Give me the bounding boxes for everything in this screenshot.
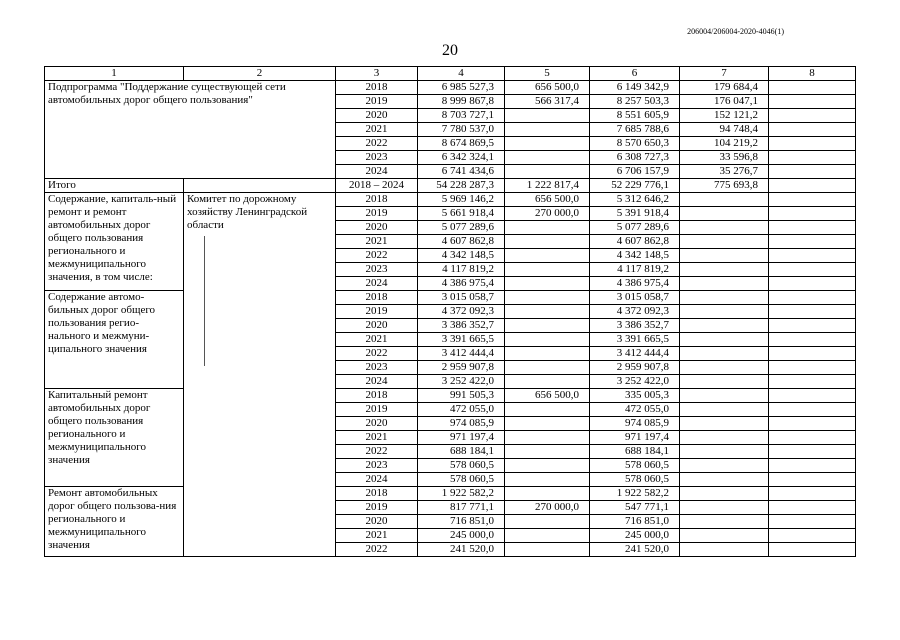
value-cell <box>505 291 590 305</box>
value-cell <box>505 473 590 487</box>
year-cell: 2023 <box>336 151 418 165</box>
value-cell: 971 197,4 <box>418 431 505 445</box>
year-cell: 2020 <box>336 109 418 123</box>
value-cell <box>769 543 856 557</box>
value-cell: 4 342 148,5 <box>418 249 505 263</box>
value-cell: 472 055,0 <box>418 403 505 417</box>
value-cell: 578 060,5 <box>418 473 505 487</box>
column-header: 7 <box>680 67 769 81</box>
value-cell: 54 228 287,3 <box>418 179 505 193</box>
value-cell: 1 222 817,4 <box>505 179 590 193</box>
value-cell <box>680 235 769 249</box>
value-cell <box>769 151 856 165</box>
year-cell: 2022 <box>336 445 418 459</box>
year-cell: 2020 <box>336 417 418 431</box>
value-cell <box>505 347 590 361</box>
value-cell: 335 005,3 <box>590 389 680 403</box>
value-cell <box>769 95 856 109</box>
value-cell <box>769 249 856 263</box>
value-cell <box>769 515 856 529</box>
value-cell <box>769 347 856 361</box>
year-cell: 2018 <box>336 193 418 207</box>
value-cell: 94 748,4 <box>680 123 769 137</box>
value-cell <box>505 375 590 389</box>
value-cell: 3 252 422,0 <box>418 375 505 389</box>
year-cell: 2024 <box>336 165 418 179</box>
value-cell: 8 570 650,3 <box>590 137 680 151</box>
value-cell: 991 505,3 <box>418 389 505 403</box>
value-cell: 974 085,9 <box>590 417 680 431</box>
value-cell: 6 342 324,1 <box>418 151 505 165</box>
year-cell: 2024 <box>336 473 418 487</box>
value-cell <box>505 305 590 319</box>
value-cell: 33 596,8 <box>680 151 769 165</box>
total-executor-cell <box>184 179 336 193</box>
budget-table-body <box>45 67 856 557</box>
value-cell <box>680 473 769 487</box>
value-cell <box>769 235 856 249</box>
value-cell: 4 342 148,5 <box>590 249 680 263</box>
value-cell: 578 060,5 <box>590 473 680 487</box>
value-cell: 6 308 727,3 <box>590 151 680 165</box>
value-cell <box>769 403 856 417</box>
value-cell: 656 500,0 <box>505 81 590 95</box>
value-cell <box>505 543 590 557</box>
executor-cell <box>184 193 336 557</box>
year-cell: 2018 <box>336 389 418 403</box>
value-cell <box>505 431 590 445</box>
year-cell: 2018 <box>336 291 418 305</box>
table-header-row <box>45 67 856 81</box>
value-cell: 1 922 582,2 <box>418 487 505 501</box>
value-cell <box>769 81 856 95</box>
year-cell: 2021 <box>336 529 418 543</box>
value-cell: 4 607 862,8 <box>590 235 680 249</box>
value-cell <box>680 193 769 207</box>
value-cell <box>505 403 590 417</box>
year-cell: 2021 <box>336 235 418 249</box>
value-cell <box>680 515 769 529</box>
value-cell <box>769 375 856 389</box>
value-cell <box>769 291 856 305</box>
value-cell: 4 372 092,3 <box>590 305 680 319</box>
value-cell: 4 386 975,4 <box>590 277 680 291</box>
value-cell <box>505 137 590 151</box>
value-cell: 4 117 819,2 <box>418 263 505 277</box>
value-cell <box>680 263 769 277</box>
year-cell: 2024 <box>336 375 418 389</box>
value-cell <box>680 403 769 417</box>
value-cell: 716 851,0 <box>418 515 505 529</box>
document-code: 206004/206004-2020-4046(1) <box>687 27 784 36</box>
value-cell <box>769 473 856 487</box>
value-cell <box>769 123 856 137</box>
value-cell <box>505 221 590 235</box>
subprogram-title: Подпрограмма "Поддержание существующей сети автомобильных дорог общего пользования" <box>45 81 336 179</box>
value-cell <box>769 137 856 151</box>
year-cell: 2021 <box>336 431 418 445</box>
value-cell <box>505 487 590 501</box>
value-cell: 8 703 727,1 <box>418 109 505 123</box>
value-cell: 578 060,5 <box>590 459 680 473</box>
year-cell: 2023 <box>336 459 418 473</box>
table-row <box>45 193 856 207</box>
value-cell <box>505 319 590 333</box>
value-cell <box>769 179 856 193</box>
value-cell <box>680 529 769 543</box>
value-cell: 245 000,0 <box>418 529 505 543</box>
value-cell: 241 520,0 <box>418 543 505 557</box>
value-cell <box>680 277 769 291</box>
value-cell: 578 060,5 <box>418 459 505 473</box>
value-cell <box>680 347 769 361</box>
value-cell: 179 684,4 <box>680 81 769 95</box>
value-cell <box>680 501 769 515</box>
value-cell: 3 386 352,7 <box>590 319 680 333</box>
value-cell <box>505 165 590 179</box>
year-cell: 2020 <box>336 319 418 333</box>
value-cell: 4 607 862,8 <box>418 235 505 249</box>
value-cell <box>769 501 856 515</box>
value-cell: 4 386 975,4 <box>418 277 505 291</box>
year-cell: 2020 <box>336 515 418 529</box>
value-cell <box>680 221 769 235</box>
year-cell: 2022 <box>336 543 418 557</box>
value-cell <box>505 151 590 165</box>
value-cell: 817 771,1 <box>418 501 505 515</box>
value-cell: 4 117 819,2 <box>590 263 680 277</box>
year-cell: 2018 – 2024 <box>336 179 418 193</box>
column-header: 2 <box>184 67 336 81</box>
year-cell: 2019 <box>336 95 418 109</box>
margin-line <box>204 236 205 366</box>
year-cell: 2022 <box>336 249 418 263</box>
group-label: Капитальный ремонт автомобильных дорог общего пользования регионального и межмуниципального значения <box>45 389 184 487</box>
total-label: Итого <box>45 179 184 193</box>
value-cell <box>680 375 769 389</box>
value-cell: 6 706 157,9 <box>590 165 680 179</box>
column-header: 8 <box>769 67 856 81</box>
value-cell: 688 184,1 <box>590 445 680 459</box>
value-cell <box>769 389 856 403</box>
year-cell: 2021 <box>336 333 418 347</box>
value-cell: 4 372 092,3 <box>418 305 505 319</box>
value-cell: 7 685 788,6 <box>590 123 680 137</box>
value-cell <box>769 277 856 291</box>
value-cell: 270 000,0 <box>505 207 590 221</box>
value-cell <box>505 109 590 123</box>
value-cell <box>769 431 856 445</box>
value-cell <box>505 529 590 543</box>
value-cell: 52 229 776,1 <box>590 179 680 193</box>
value-cell <box>505 515 590 529</box>
value-cell: 688 184,1 <box>418 445 505 459</box>
value-cell: 6 985 527,3 <box>418 81 505 95</box>
value-cell: 2 959 907,8 <box>590 361 680 375</box>
value-cell: 35 276,7 <box>680 165 769 179</box>
value-cell: 8 551 605,9 <box>590 109 680 123</box>
value-cell <box>680 389 769 403</box>
value-cell: 3 391 665,5 <box>418 333 505 347</box>
value-cell: 3 015 058,7 <box>590 291 680 305</box>
page-number: 20 <box>442 42 458 59</box>
value-cell <box>505 445 590 459</box>
value-cell <box>505 459 590 473</box>
value-cell <box>769 417 856 431</box>
value-cell <box>505 123 590 137</box>
value-cell <box>680 305 769 319</box>
executor-name: Комитет по дорожному хозяйству Ленинградской области <box>187 193 308 231</box>
value-cell: 270 000,0 <box>505 501 590 515</box>
column-header: 3 <box>336 67 418 81</box>
value-cell <box>680 417 769 431</box>
value-cell <box>769 529 856 543</box>
table-row <box>45 487 856 501</box>
year-cell: 2019 <box>336 403 418 417</box>
value-cell: 5 391 918,4 <box>590 207 680 221</box>
value-cell: 472 055,0 <box>590 403 680 417</box>
value-cell <box>769 109 856 123</box>
value-cell: 3 252 422,0 <box>590 375 680 389</box>
value-cell: 974 085,9 <box>418 417 505 431</box>
value-cell <box>680 445 769 459</box>
value-cell: 5 312 646,2 <box>590 193 680 207</box>
value-cell: 3 386 352,7 <box>418 319 505 333</box>
total-row <box>45 179 856 193</box>
value-cell <box>769 459 856 473</box>
value-cell <box>769 165 856 179</box>
year-cell: 2020 <box>336 221 418 235</box>
value-cell <box>769 207 856 221</box>
group-label: Ремонт автомобильных дорог общего пользова-ния регионального и межмуниципального значения <box>45 487 184 557</box>
value-cell: 2 959 907,8 <box>418 361 505 375</box>
table-row <box>45 389 856 403</box>
year-cell: 2022 <box>336 137 418 151</box>
table-row <box>45 291 856 305</box>
value-cell <box>680 319 769 333</box>
value-cell: 6 149 342,9 <box>590 81 680 95</box>
value-cell <box>680 207 769 221</box>
value-cell: 3 391 665,5 <box>590 333 680 347</box>
value-cell <box>769 221 856 235</box>
value-cell <box>769 333 856 347</box>
year-cell: 2024 <box>336 277 418 291</box>
year-cell: 2019 <box>336 305 418 319</box>
value-cell: 5 077 289,6 <box>590 221 680 235</box>
value-cell: 656 500,0 <box>505 389 590 403</box>
value-cell <box>769 305 856 319</box>
column-header: 6 <box>590 67 680 81</box>
value-cell <box>680 361 769 375</box>
year-cell: 2023 <box>336 263 418 277</box>
value-cell <box>505 361 590 375</box>
budget-table-container <box>44 66 856 557</box>
value-cell <box>769 263 856 277</box>
group-label: Содержание автомо-бильных дорог общего пользования регио-нального и межмуни-ципального значения <box>45 291 184 389</box>
value-cell: 3 412 444,4 <box>418 347 505 361</box>
value-cell <box>505 417 590 431</box>
year-cell: 2019 <box>336 207 418 221</box>
year-cell: 2023 <box>336 361 418 375</box>
value-cell <box>680 459 769 473</box>
value-cell <box>505 263 590 277</box>
year-cell: 2022 <box>336 347 418 361</box>
value-cell <box>680 291 769 305</box>
value-cell <box>769 487 856 501</box>
value-cell: 3 015 058,7 <box>418 291 505 305</box>
column-header: 4 <box>418 67 505 81</box>
value-cell: 241 520,0 <box>590 543 680 557</box>
value-cell <box>769 319 856 333</box>
value-cell: 8 674 869,5 <box>418 137 505 151</box>
value-cell: 5 661 918,4 <box>418 207 505 221</box>
value-cell: 176 047,1 <box>680 95 769 109</box>
value-cell <box>680 543 769 557</box>
column-header: 5 <box>505 67 590 81</box>
group-label: Содержание, капиталь-ный ремонт и ремонт автомобильных дорог общего пользования регионального и межмуниципального значения, в том числе: <box>45 193 184 291</box>
year-cell: 2018 <box>336 81 418 95</box>
year-cell: 2021 <box>336 123 418 137</box>
value-cell: 5 077 289,6 <box>418 221 505 235</box>
column-header: 1 <box>45 67 184 81</box>
value-cell: 547 771,1 <box>590 501 680 515</box>
value-cell <box>769 445 856 459</box>
value-cell: 245 000,0 <box>590 529 680 543</box>
value-cell: 1 922 582,2 <box>590 487 680 501</box>
year-cell: 2018 <box>336 487 418 501</box>
value-cell: 104 219,2 <box>680 137 769 151</box>
value-cell: 152 121,2 <box>680 109 769 123</box>
value-cell: 5 969 146,2 <box>418 193 505 207</box>
value-cell: 775 693,8 <box>680 179 769 193</box>
value-cell <box>505 333 590 347</box>
value-cell <box>680 431 769 445</box>
table-row <box>45 81 856 95</box>
value-cell <box>769 193 856 207</box>
value-cell: 3 412 444,4 <box>590 347 680 361</box>
value-cell: 656 500,0 <box>505 193 590 207</box>
value-cell: 7 780 537,0 <box>418 123 505 137</box>
value-cell <box>505 277 590 291</box>
value-cell <box>505 235 590 249</box>
value-cell: 8 999 867,8 <box>418 95 505 109</box>
year-cell: 2019 <box>336 501 418 515</box>
value-cell: 566 317,4 <box>505 95 590 109</box>
value-cell: 8 257 503,3 <box>590 95 680 109</box>
value-cell <box>680 249 769 263</box>
value-cell <box>680 487 769 501</box>
value-cell <box>505 249 590 263</box>
budget-table <box>44 66 856 557</box>
value-cell <box>680 333 769 347</box>
value-cell <box>769 361 856 375</box>
value-cell: 971 197,4 <box>590 431 680 445</box>
value-cell: 6 741 434,6 <box>418 165 505 179</box>
value-cell: 716 851,0 <box>590 515 680 529</box>
